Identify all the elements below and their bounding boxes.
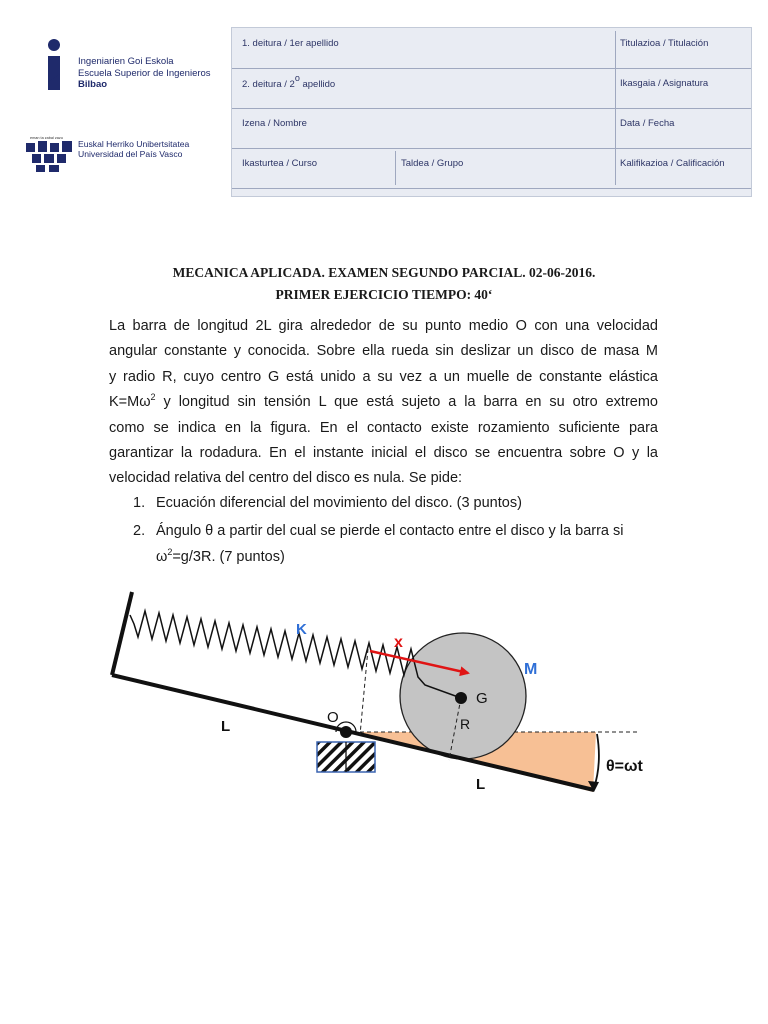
exam-title-line-1: MECANICA APLICADA. EXAMEN SEGUNDO PARCIAL. 02-06-2016. (172, 265, 596, 280)
form-divider (232, 148, 751, 149)
statement-line: como se indica en la figura. En el contacto existe rozamiento suficiente para (109, 419, 658, 436)
label-theta: θ=ωt (606, 758, 643, 775)
label-x: x (394, 634, 403, 651)
school-name (78, 56, 211, 91)
exam-title (0, 262, 768, 306)
apellido1-field[interactable]: 1. deitura / 1er apellido (242, 38, 339, 49)
question-number: 2. (133, 523, 146, 539)
student-info-form (231, 27, 752, 197)
form-divider (395, 151, 396, 185)
header-logos (26, 38, 226, 178)
school-line-3: Bilbao (78, 79, 108, 90)
apellido2-field[interactable] (242, 73, 336, 90)
exponent: 2 (150, 392, 156, 403)
university-name (78, 139, 189, 159)
label-G: G (476, 690, 488, 707)
university-line-1: Euskal Herriko Unibertsitatea (78, 139, 190, 149)
question-text: Ángulo θ a partir del cual se pierde el contacto entre el disco y la barra si (156, 523, 624, 539)
question-text-line-2 (156, 544, 669, 570)
label-K: K (296, 621, 307, 638)
label-O: O (327, 709, 339, 726)
asignatura-field[interactable]: Ikasgaia / Asignatura (620, 78, 709, 89)
question-list (109, 490, 669, 570)
question-item (109, 518, 669, 570)
label-M: M (524, 661, 538, 678)
statement-line: velocidad relativa del centro del disco es nula. Se pide: (109, 470, 463, 487)
statement-line: angular constante y conocida. Sobre ella rueda sin deslizar un disco de masa M (109, 343, 658, 360)
disk-center-G (455, 692, 467, 704)
form-divider (615, 31, 616, 185)
question-item (109, 490, 669, 516)
label-L-left: L (221, 718, 231, 735)
grupo-field[interactable]: Taldea / Grupo (401, 158, 464, 169)
nombre-field[interactable]: Izena / Nombre (242, 118, 307, 129)
spring-constant-text: K=Mω (109, 394, 151, 411)
curso-field[interactable]: Ikasturtea / Curso (242, 158, 317, 169)
form-divider (232, 108, 751, 109)
label-L-right: L (476, 776, 486, 793)
school-line-2: Escuela Superior de Ingenieros (78, 67, 211, 79)
form-divider (232, 188, 751, 189)
university-logo-icon (26, 141, 74, 173)
omega-text: ω (156, 549, 168, 565)
statement-line: garantizar la rodadura. En el instante inicial el disco se encuentra sobre O y la (109, 444, 658, 461)
mechanism-figure (100, 585, 660, 815)
exponent: 2 (167, 547, 173, 557)
statement-text: y longitud sin tensión L que está sujeto a la barra en su otro extremo (155, 394, 658, 411)
question-number: 1. (133, 495, 146, 511)
question-text: Ecuación diferencial del movimiento del disco. (3 puntos) (156, 495, 522, 511)
apellido2-label: 2. deitura / 2 (242, 79, 295, 90)
apellido2-sup: o (294, 73, 300, 83)
statement-line (109, 390, 658, 415)
label-R: R (460, 716, 471, 732)
school-line-1: Ingeniarien Goi Eskola (78, 56, 174, 67)
statement-line: La barra de longitud 2L gira alrededor de su punto medio O con una velocidad (109, 318, 658, 334)
titulacion-field[interactable]: Titulazioa / Titulación (620, 38, 709, 49)
problem-statement (109, 314, 658, 492)
statement-line: y radio R, cuyo centro G está unido a su vez a un muelle de constante elástica (109, 368, 658, 385)
university-line-2: Universidad del País Vasco (78, 149, 183, 159)
calificacion-field[interactable]: Kalifikazioa / Calificación (620, 158, 725, 169)
form-divider (232, 68, 751, 69)
apellido2-label-end: apellido (299, 79, 336, 90)
bar-end-post (112, 592, 132, 675)
condition-text: =g/3R. (7 puntos) (172, 549, 285, 565)
fecha-field[interactable]: Data / Fecha (620, 118, 675, 129)
university-tagline: eman ta zabal zazu (30, 136, 63, 140)
pivot-point-O (340, 726, 352, 738)
exam-title-line-2: PRIMER EJERCICIO TIEMPO: 40‘ (275, 287, 493, 302)
school-logo-icon (46, 38, 70, 98)
